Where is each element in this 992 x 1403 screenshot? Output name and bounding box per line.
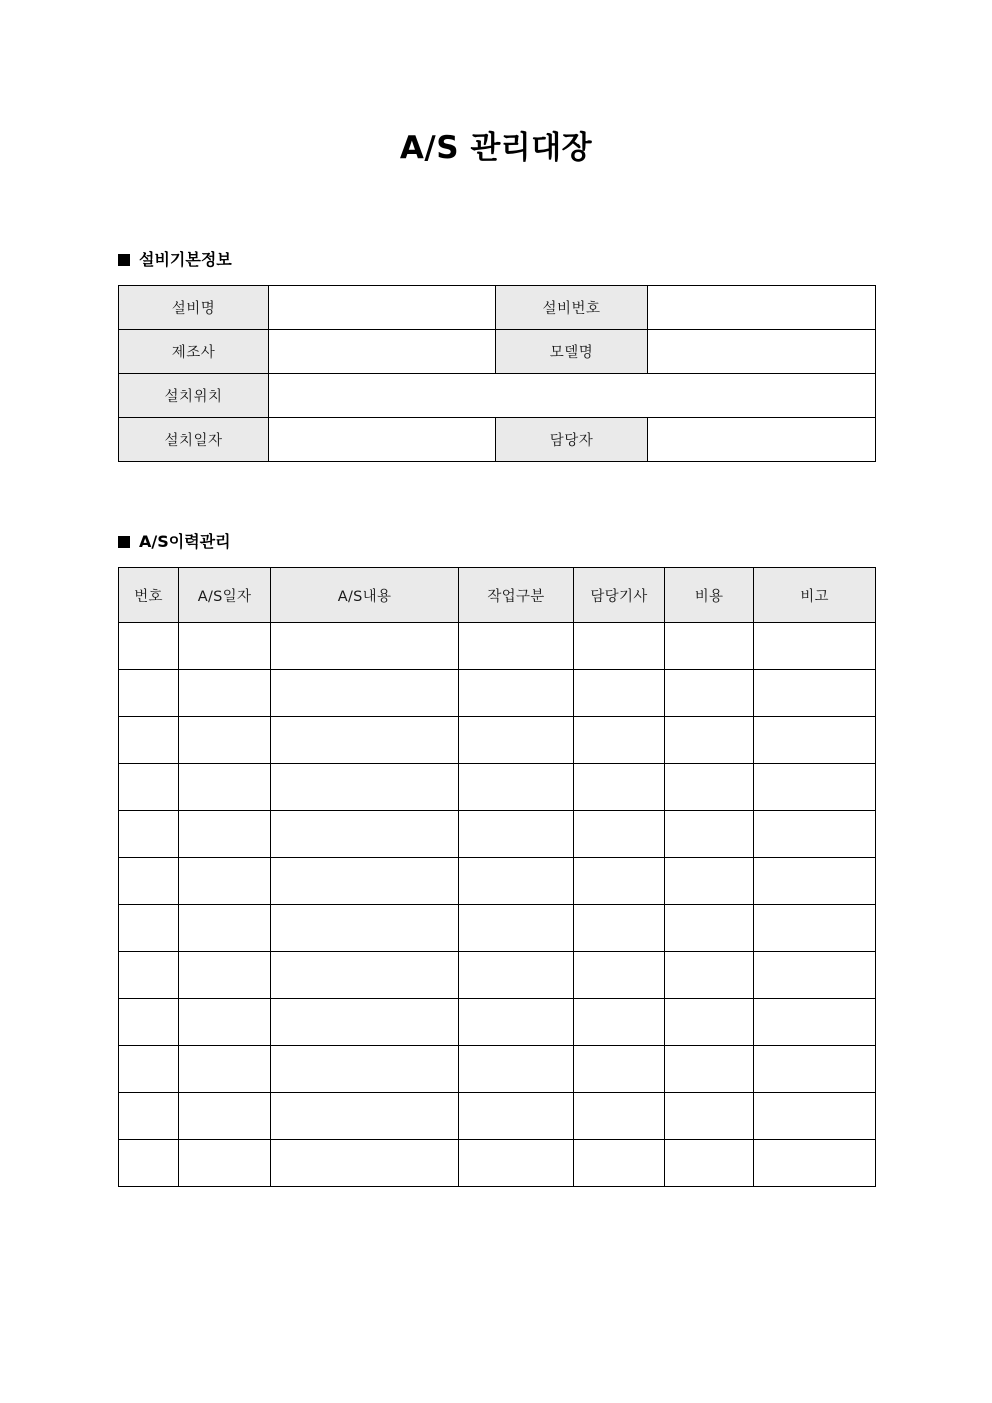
- cell-cost[interactable]: [665, 764, 754, 811]
- table-row: [119, 952, 876, 999]
- cell-cost[interactable]: [665, 999, 754, 1046]
- cell-remarks[interactable]: [754, 1093, 876, 1140]
- cell-service-date[interactable]: [179, 1140, 271, 1187]
- cell-cost[interactable]: [665, 717, 754, 764]
- cell-no[interactable]: [119, 952, 179, 999]
- service-history-body: [119, 623, 876, 1187]
- cell-technician[interactable]: [574, 623, 665, 670]
- cell-technician[interactable]: [574, 999, 665, 1046]
- cell-technician[interactable]: [574, 717, 665, 764]
- cell-service-content[interactable]: [271, 999, 459, 1046]
- label-person-in-charge: 담당자: [496, 418, 648, 462]
- cell-remarks[interactable]: [754, 999, 876, 1046]
- cell-work-type[interactable]: [459, 811, 574, 858]
- table-row: [119, 811, 876, 858]
- cell-service-date[interactable]: [179, 623, 271, 670]
- cell-remarks[interactable]: [754, 811, 876, 858]
- cell-no[interactable]: [119, 1140, 179, 1187]
- cell-no[interactable]: [119, 999, 179, 1046]
- cell-work-type[interactable]: [459, 717, 574, 764]
- table-row: [119, 905, 876, 952]
- cell-service-content[interactable]: [271, 1140, 459, 1187]
- cell-no[interactable]: [119, 1046, 179, 1093]
- label-equipment-number: 설비번호: [496, 286, 648, 330]
- value-install-location[interactable]: [269, 374, 876, 418]
- cell-service-date[interactable]: [179, 952, 271, 999]
- section-heading-label: 설비기본정보: [139, 250, 232, 269]
- label-manufacturer: 제조사: [119, 330, 269, 374]
- section-heading-label: A/S이력관리: [139, 532, 231, 551]
- column-header-technician: 담당기사: [574, 568, 665, 623]
- value-model-name[interactable]: [648, 330, 876, 374]
- cell-technician[interactable]: [574, 1046, 665, 1093]
- cell-service-content[interactable]: [271, 1093, 459, 1140]
- cell-service-date[interactable]: [179, 1046, 271, 1093]
- value-equipment-number[interactable]: [648, 286, 876, 330]
- cell-service-date[interactable]: [179, 1093, 271, 1140]
- table-row: [119, 330, 876, 374]
- cell-no[interactable]: [119, 764, 179, 811]
- cell-remarks[interactable]: [754, 858, 876, 905]
- cell-remarks[interactable]: [754, 952, 876, 999]
- cell-service-date[interactable]: [179, 811, 271, 858]
- table-row: [119, 1046, 876, 1093]
- cell-service-date[interactable]: [179, 905, 271, 952]
- cell-technician[interactable]: [574, 811, 665, 858]
- label-model-name: 모델명: [496, 330, 648, 374]
- cell-service-content[interactable]: [271, 858, 459, 905]
- column-header-work-type: 작업구분: [459, 568, 574, 623]
- square-bullet-icon: [118, 536, 130, 548]
- cell-remarks[interactable]: [754, 905, 876, 952]
- column-header-service-content: A/S내용: [271, 568, 459, 623]
- cell-service-date[interactable]: [179, 858, 271, 905]
- cell-no[interactable]: [119, 717, 179, 764]
- cell-no[interactable]: [119, 670, 179, 717]
- column-header-cost: 비용: [665, 568, 754, 623]
- cell-cost[interactable]: [665, 1093, 754, 1140]
- table-row: [119, 1093, 876, 1140]
- cell-service-content[interactable]: [271, 1046, 459, 1093]
- table-row: [119, 858, 876, 905]
- column-header-no: 번호: [119, 568, 179, 623]
- cell-remarks[interactable]: [754, 717, 876, 764]
- cell-no[interactable]: [119, 858, 179, 905]
- value-equipment-name[interactable]: [269, 286, 496, 330]
- cell-technician[interactable]: [574, 1140, 665, 1187]
- cell-no[interactable]: [119, 905, 179, 952]
- cell-technician[interactable]: [574, 952, 665, 999]
- cell-service-content[interactable]: [271, 952, 459, 999]
- cell-work-type[interactable]: [459, 905, 574, 952]
- square-bullet-icon: [118, 254, 130, 266]
- cell-technician[interactable]: [574, 858, 665, 905]
- table-row: [119, 418, 876, 462]
- value-manufacturer[interactable]: [269, 330, 496, 374]
- service-history-table: [118, 567, 876, 1187]
- cell-cost[interactable]: [665, 811, 754, 858]
- table-row: [119, 1140, 876, 1187]
- column-header-service-date: A/S일자: [179, 568, 271, 623]
- section-heading-service-history: [118, 534, 231, 550]
- table-row: [119, 670, 876, 717]
- cell-service-content[interactable]: [271, 623, 459, 670]
- column-header-remarks: 비고: [754, 568, 876, 623]
- label-equipment-name: 설비명: [119, 286, 269, 330]
- page-title: A/S 관리대장: [399, 130, 593, 166]
- cell-service-date[interactable]: [179, 764, 271, 811]
- cell-no[interactable]: [119, 1093, 179, 1140]
- cell-work-type[interactable]: [459, 952, 574, 999]
- cell-work-type[interactable]: [459, 1046, 574, 1093]
- cell-service-date[interactable]: [179, 670, 271, 717]
- table-row: [119, 999, 876, 1046]
- cell-remarks[interactable]: [754, 670, 876, 717]
- cell-technician[interactable]: [574, 670, 665, 717]
- cell-work-type[interactable]: [459, 623, 574, 670]
- cell-no[interactable]: [119, 811, 179, 858]
- cell-remarks[interactable]: [754, 764, 876, 811]
- cell-service-content[interactable]: [271, 717, 459, 764]
- cell-cost[interactable]: [665, 670, 754, 717]
- cell-cost[interactable]: [665, 952, 754, 999]
- cell-remarks[interactable]: [754, 623, 876, 670]
- cell-technician[interactable]: [574, 905, 665, 952]
- cell-service-date[interactable]: [179, 999, 271, 1046]
- cell-technician[interactable]: [574, 764, 665, 811]
- section-heading-equipment-info: [118, 252, 232, 268]
- cell-technician[interactable]: [574, 1093, 665, 1140]
- cell-service-date[interactable]: [179, 717, 271, 764]
- cell-work-type[interactable]: [459, 1093, 574, 1140]
- table-header-row: [119, 568, 876, 623]
- cell-work-type[interactable]: [459, 1140, 574, 1187]
- cell-cost[interactable]: [665, 1046, 754, 1093]
- label-install-location: 설치위치: [119, 374, 269, 418]
- cell-service-content[interactable]: [271, 811, 459, 858]
- label-install-date: 설치일자: [119, 418, 269, 462]
- cell-no[interactable]: [119, 623, 179, 670]
- table-row: [119, 623, 876, 670]
- cell-remarks[interactable]: [754, 1046, 876, 1093]
- table-row: [119, 286, 876, 330]
- cell-work-type[interactable]: [459, 858, 574, 905]
- cell-cost[interactable]: [665, 858, 754, 905]
- cell-work-type[interactable]: [459, 670, 574, 717]
- table-row: [119, 764, 876, 811]
- cell-cost[interactable]: [665, 905, 754, 952]
- value-install-date[interactable]: [269, 418, 496, 462]
- table-row: [119, 374, 876, 418]
- table-row: [119, 717, 876, 764]
- cell-remarks[interactable]: [754, 1140, 876, 1187]
- cell-cost[interactable]: [665, 1140, 754, 1187]
- equipment-info-table: [118, 285, 876, 462]
- cell-work-type[interactable]: [459, 999, 574, 1046]
- value-person-in-charge[interactable]: [648, 418, 876, 462]
- cell-service-content[interactable]: [271, 905, 459, 952]
- cell-work-type[interactable]: [459, 764, 574, 811]
- cell-service-content[interactable]: [271, 670, 459, 717]
- cell-service-content[interactable]: [271, 764, 459, 811]
- cell-cost[interactable]: [665, 623, 754, 670]
